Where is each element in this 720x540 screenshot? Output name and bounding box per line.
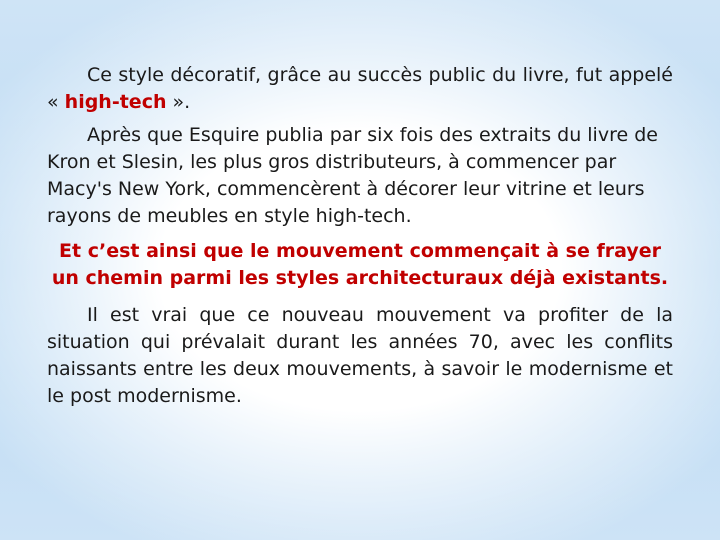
text-body bbox=[47, 62, 673, 416]
paragraph-esquire: Après que Esquire publia par six fois des extraits du livre de Kron et Slesin, les plus gros distributeurs, à commencer par Macy's New York, commencèrent à décorer leur vitrine et leurs rayons de meubles en style high-tech. bbox=[47, 124, 658, 227]
paragraph-highlight-statement: Et c’est ainsi que le mouvement commençait à se frayer un chemin parmi les styles architecturaux déjà existants. bbox=[51, 240, 669, 289]
paragraph-high-tech-name bbox=[47, 62, 673, 116]
paragraph-seventies: Il est vrai que ce nouveau mouvement va profiter de la situation qui prévalait durant les années 70, avec les conflits naissants entre les deux mouvements, à savoir le modernisme et le post modernisme. bbox=[47, 304, 673, 407]
high-tech-highlight: high-tech bbox=[64, 91, 167, 113]
paragraph-1-text: Ce style décoratif, grâce au succès public du livre, fut appelé « bbox=[47, 64, 673, 113]
paragraph-1-end: ». bbox=[166, 91, 191, 113]
